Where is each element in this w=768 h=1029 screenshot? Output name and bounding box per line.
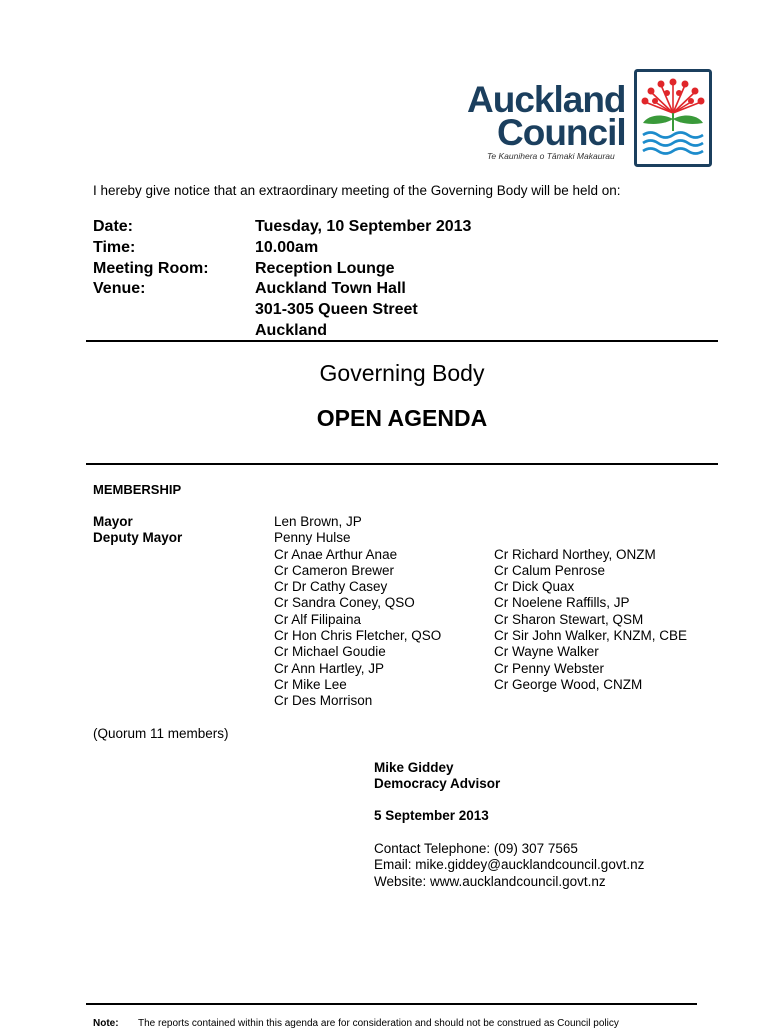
list-item: Cr Cameron Brewer bbox=[274, 562, 395, 578]
contact-telephone: Contact Telephone: (09) 307 7565 bbox=[374, 841, 578, 856]
advisor-role: Democracy Advisor bbox=[374, 776, 501, 792]
list-item: Cr George Wood, CNZM bbox=[494, 676, 643, 692]
list-item: Cr Sandra Coney, QSO bbox=[274, 595, 415, 611]
list-item: Cr Mike Lee bbox=[274, 676, 347, 692]
divider-footer bbox=[86, 1003, 697, 1005]
mayor-name: Len Brown, JP bbox=[274, 514, 362, 529]
quorum-note: (Quorum 11 members) bbox=[93, 726, 229, 741]
mayor-label: Mayor bbox=[93, 514, 133, 529]
pohutukawa-emblem-icon bbox=[634, 69, 712, 167]
room-value: Reception Lounge bbox=[255, 259, 395, 277]
list-item: Cr Anae Arthur Anae bbox=[274, 546, 398, 562]
divider-top bbox=[86, 340, 718, 342]
notice-date: 5 September 2013 bbox=[374, 808, 489, 823]
list-item: Cr Michael Goudie bbox=[274, 644, 386, 660]
list-item: Cr Calum Penrose bbox=[494, 562, 606, 578]
deputy-mayor-label: Deputy Mayor bbox=[93, 530, 183, 546]
list-item: Cr Hon Chris Fletcher, QSO bbox=[274, 628, 442, 644]
page-subtitle: OPEN AGENDA bbox=[316, 405, 488, 431]
list-item: Cr Dr Cathy Casey bbox=[274, 579, 388, 595]
venue-label: Venue: bbox=[93, 280, 146, 298]
list-item: Cr Alf Filipaina bbox=[274, 611, 362, 627]
venue-line-3: Auckland bbox=[255, 322, 328, 339]
deputy-mayor-name: Penny Hulse bbox=[274, 530, 351, 546]
venue-line-1: Auckland Town Hall bbox=[255, 280, 406, 298]
venue-line-2: 301-305 Queen Street bbox=[255, 301, 418, 319]
logo-word-council: Council bbox=[497, 112, 626, 153]
meeting-notice: I hereby give notice that an extraordinary meeting of the Governing Body will be held on: bbox=[93, 183, 621, 198]
advisor-name: Mike Giddey bbox=[374, 760, 454, 775]
time-value: 10.00am bbox=[255, 238, 319, 256]
membership-heading: MEMBERSHIP bbox=[93, 482, 182, 497]
list-item: Cr Ann Hartley, JP bbox=[274, 660, 385, 676]
councillor-list-2 bbox=[494, 547, 687, 694]
list-item: Cr Wayne Walker bbox=[494, 644, 599, 660]
divider-middle bbox=[86, 463, 718, 465]
list-item: Cr Dick Quax bbox=[494, 579, 575, 595]
list-item: Cr Sir John Walker, KNZM, CBE bbox=[494, 628, 688, 644]
logo-tagline: Te Kaunihera o Tāmaki Makaurau bbox=[487, 151, 615, 161]
page-title: Governing Body bbox=[319, 360, 485, 386]
list-item: Cr Noelene Raffills, JP bbox=[494, 595, 630, 611]
councillor-list-1 bbox=[274, 547, 441, 710]
list-item: Cr Richard Northey, ONZM bbox=[494, 546, 656, 562]
logo-word-auckland: Auckland bbox=[467, 79, 626, 120]
date-label: Date: bbox=[93, 218, 134, 235]
list-item: Cr Sharon Stewart, QSM bbox=[494, 611, 644, 627]
note-text: The reports contained within this agenda are for consideration and should not be construed as Council policy bbox=[138, 1018, 619, 1029]
room-label: Meeting Room: bbox=[93, 259, 209, 277]
contact-email[interactable]: Email: mike.giddey@aucklandcouncil.govt.nz bbox=[374, 857, 645, 873]
list-item: Cr Penny Webster bbox=[494, 660, 605, 676]
contact-website[interactable]: Website: www.aucklandcouncil.govt.nz bbox=[374, 873, 606, 889]
date-value: Tuesday, 10 September 2013 bbox=[255, 218, 472, 235]
time-label: Time: bbox=[93, 238, 136, 256]
list-item: Cr Des Morrison bbox=[274, 693, 373, 709]
note-label: Note: bbox=[93, 1018, 119, 1029]
